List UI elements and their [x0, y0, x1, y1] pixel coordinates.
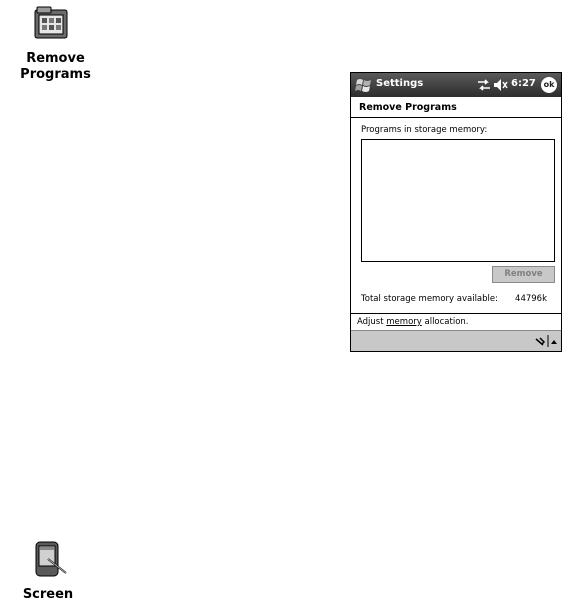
adjust-memory-text — [357, 317, 469, 327]
screen-icon[interactable] — [30, 539, 70, 579]
remove-programs-label-line2: Programs — [20, 67, 91, 82]
connectivity-icon[interactable] — [477, 78, 491, 92]
ok-button[interactable]: ok — [541, 77, 557, 93]
storage-value: 44796k — [515, 294, 547, 304]
title-bar — [351, 73, 561, 97]
screen-label: Screen — [22, 587, 74, 602]
remove-button[interactable]: Remove — [492, 266, 555, 283]
remove-programs-label-line1: Remove — [26, 51, 85, 66]
remove-programs-icon[interactable] — [33, 4, 71, 42]
adjust-suffix: allocation. — [421, 317, 469, 327]
page-title: Remove Programs — [359, 102, 457, 113]
clock[interactable]: 6:27 — [511, 78, 536, 89]
programs-list[interactable] — [361, 139, 555, 262]
pocket-pc-screen — [350, 72, 562, 352]
volume-icon[interactable] — [493, 78, 509, 92]
memory-link[interactable]: memory — [386, 317, 422, 327]
menu-bar — [351, 330, 561, 351]
adjust-prefix: Adjust — [357, 317, 387, 327]
footer-divider — [351, 313, 561, 314]
app-title: Settings — [376, 78, 424, 89]
programs-label: Programs in storage memory: — [361, 125, 488, 135]
input-panel-icon[interactable] — [534, 335, 558, 347]
start-menu-icon[interactable] — [355, 76, 373, 94]
title-divider — [351, 117, 561, 118]
remove-programs-label — [8, 51, 103, 83]
storage-label: Total storage memory available: — [361, 294, 498, 304]
